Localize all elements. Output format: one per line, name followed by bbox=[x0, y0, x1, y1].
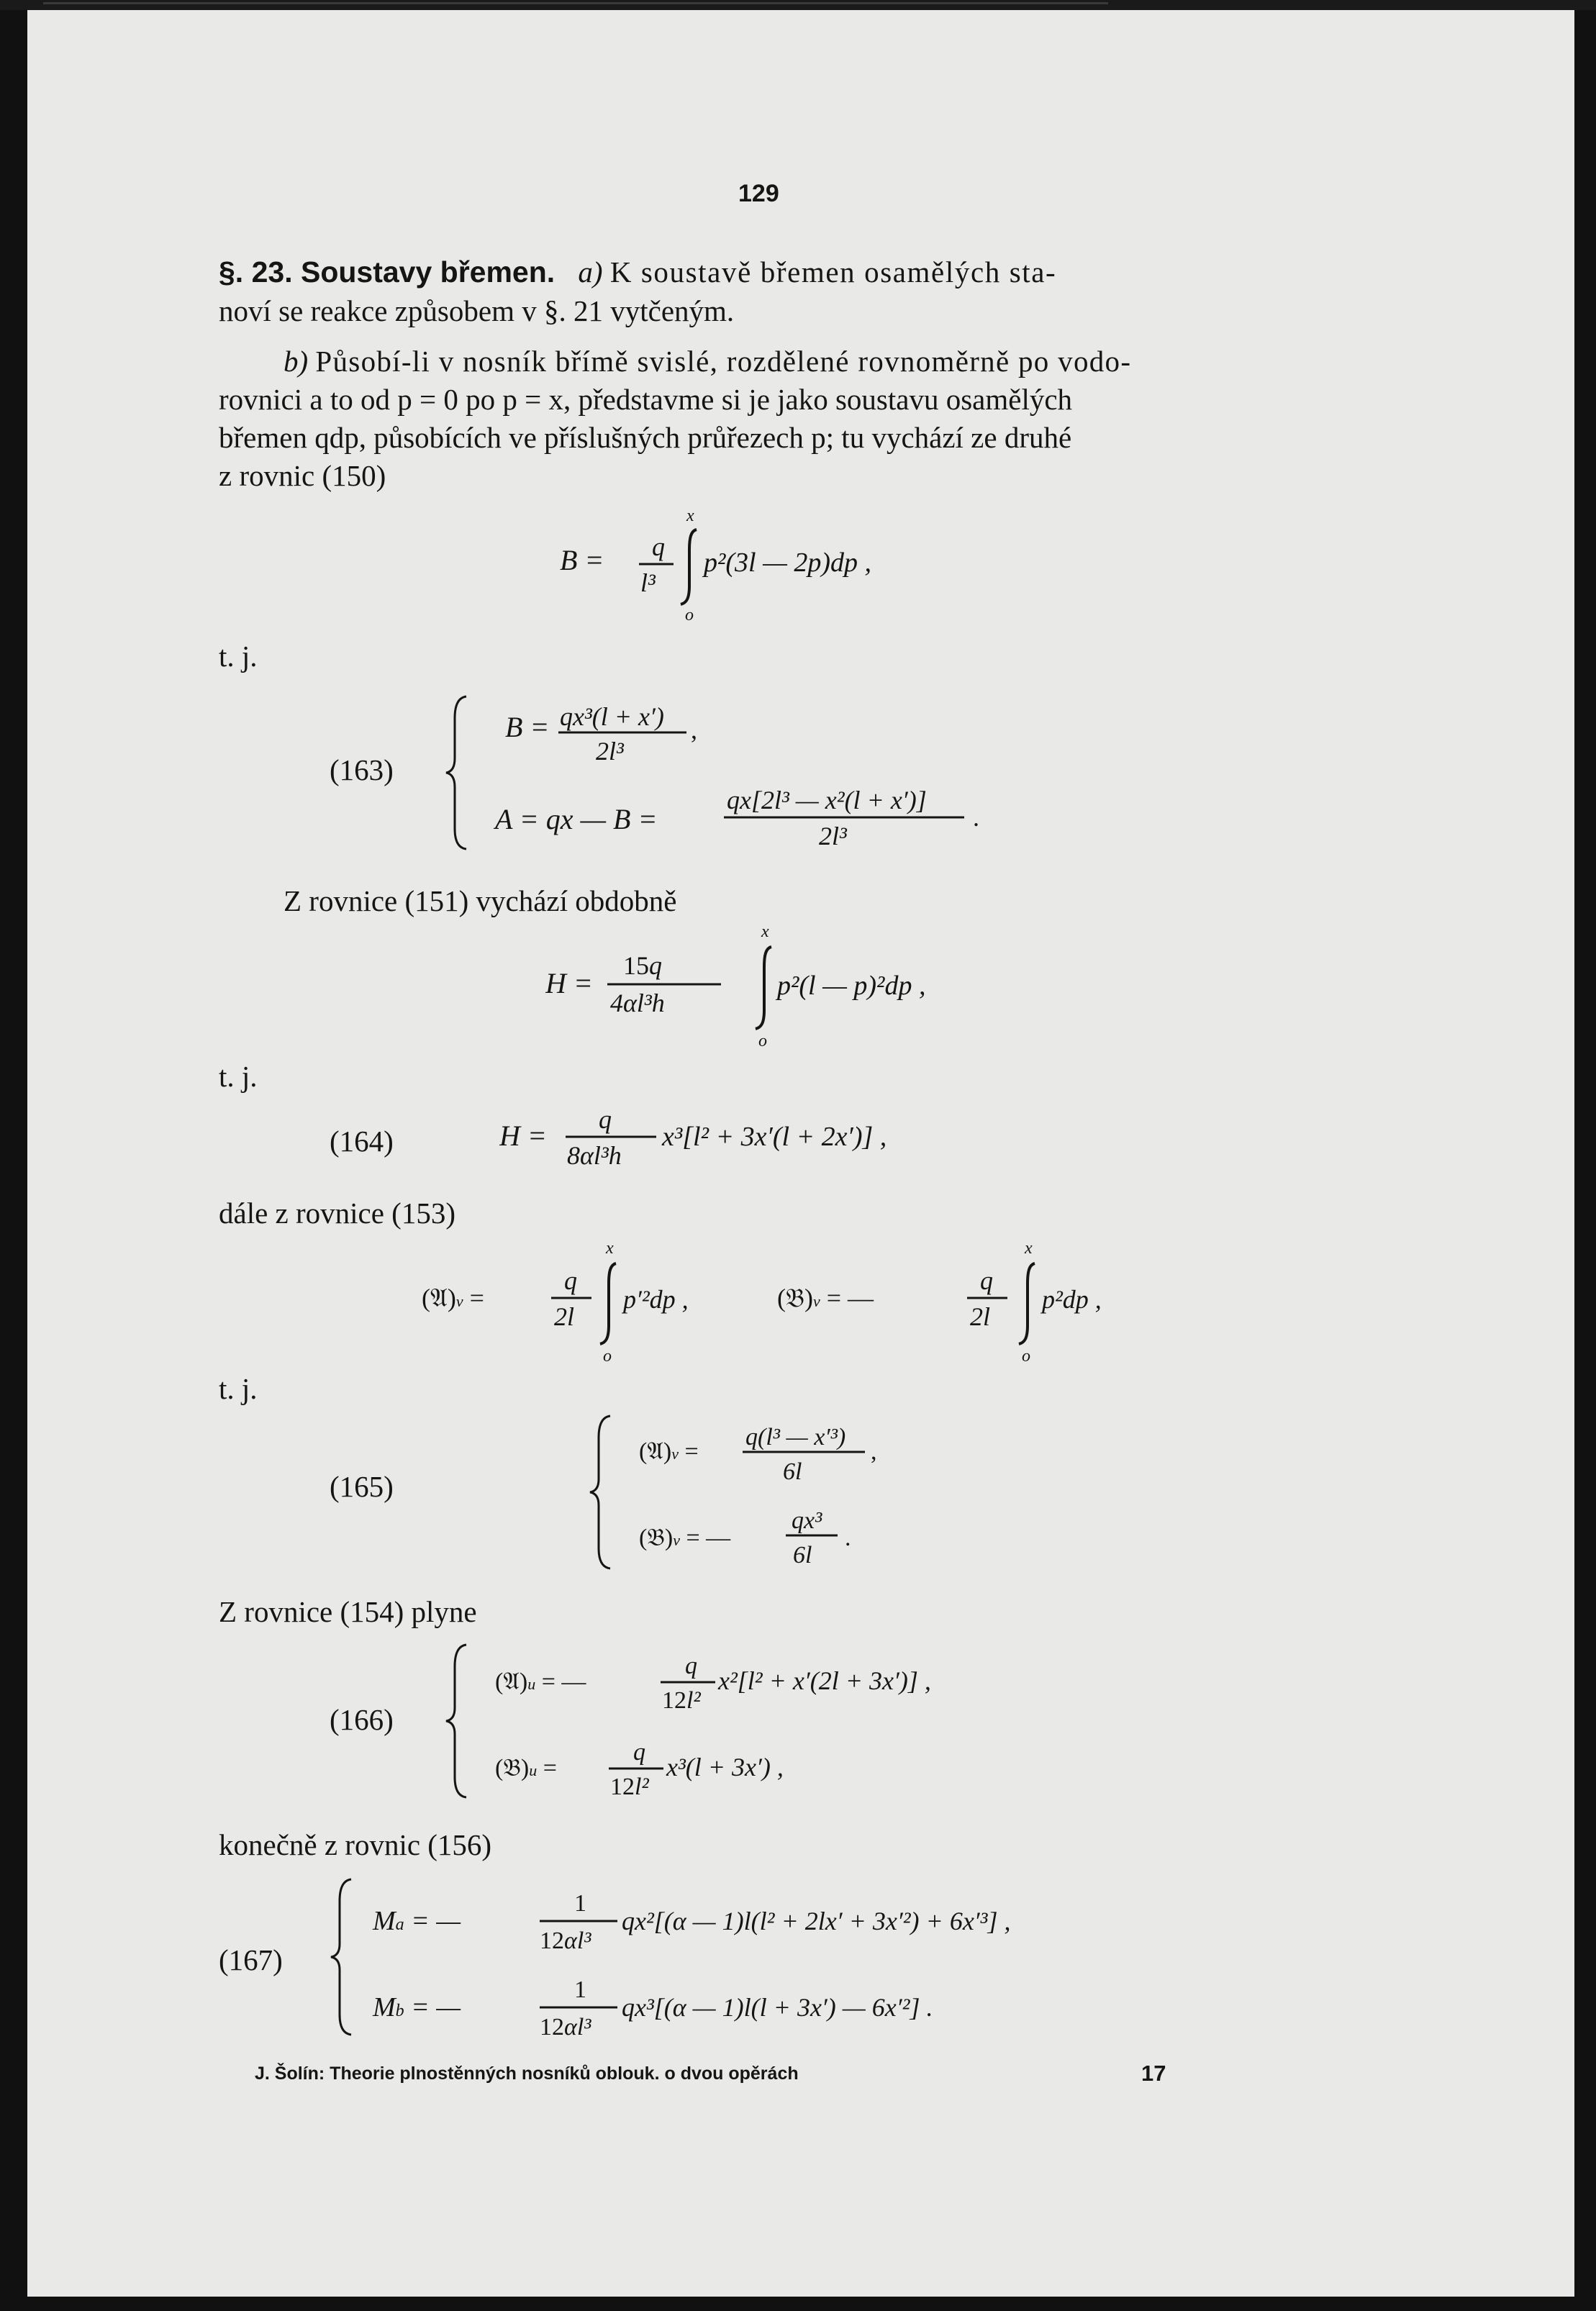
svg-text:12l²: 12l² bbox=[610, 1774, 649, 1800]
svg-text:B =: B = bbox=[505, 711, 550, 743]
label-tj-1: t. j. bbox=[219, 640, 258, 673]
formula-av-bv-integrals bbox=[422, 1238, 1213, 1367]
svg-text:x: x bbox=[686, 507, 694, 525]
formula-text-f1 bbox=[0, 0, 1, 1]
svg-text:p²dp ,: p²dp , bbox=[1042, 1285, 1102, 1314]
footer-sheet-number: 17 bbox=[1141, 2061, 1166, 2086]
svg-text:(𝔄)v =: (𝔄)v = bbox=[422, 1284, 484, 1312]
formula-167 bbox=[330, 1871, 1236, 2043]
svg-text:,: , bbox=[691, 715, 697, 744]
svg-text:x: x bbox=[761, 922, 769, 941]
svg-text:1: 1 bbox=[574, 1890, 586, 1917]
svg-text:q: q bbox=[652, 532, 665, 561]
svg-text:qx³[(α — 1)l(l + 3x′) — 6x′²]: qx³[(α — 1)l(l + 3x′) — 6x′²] . bbox=[622, 1993, 933, 2022]
svg-text:x³(l + 3x′) ,: x³(l + 3x′) , bbox=[666, 1753, 784, 1781]
svg-text:qx[2l³ — x²(l + x′)]: qx[2l³ — x²(l + x′)] bbox=[727, 786, 927, 814]
svg-text:p′²dp ,: p′²dp , bbox=[623, 1285, 689, 1314]
footer-book-title: J. Šolín: Theorie plnostěnných nosníků oblouk. o dvou opěrách bbox=[255, 2063, 799, 2084]
svg-text:q: q bbox=[633, 1739, 645, 1766]
svg-text:12l²: 12l² bbox=[662, 1687, 701, 1714]
item-b-line-2: rovnici a to od p = 0 po p = x, představme si je jako soustavu osamělých bbox=[219, 383, 1073, 416]
item-b-line-4: z rovnic (150) bbox=[219, 459, 386, 492]
label-tj-3: t. j. bbox=[219, 1372, 258, 1405]
svg-text:B =: B = bbox=[560, 544, 604, 576]
svg-text:6l: 6l bbox=[783, 1458, 802, 1485]
svg-text:.: . bbox=[973, 803, 979, 832]
svg-text:qx³: qx³ bbox=[792, 1507, 822, 1534]
svg-text:x³[l² + 3x′(l + 2x′)] ,: x³[l² + 3x′(l + 2x′)] , bbox=[662, 1122, 887, 1152]
svg-text:p²(l — p)²dp ,: p²(l — p)²dp , bbox=[777, 971, 926, 1001]
svg-text:o: o bbox=[603, 1347, 612, 1366]
equation-number-165: (165) bbox=[330, 1470, 394, 1503]
text-from-154: Z rovnice (154) plyne bbox=[219, 1595, 477, 1628]
svg-text:o: o bbox=[758, 1032, 767, 1050]
svg-text:x: x bbox=[1025, 1239, 1033, 1258]
svg-text:6l: 6l bbox=[793, 1542, 812, 1568]
svg-text:1: 1 bbox=[574, 1976, 586, 2003]
svg-text:qx³(l + x′): qx³(l + x′) bbox=[560, 702, 664, 731]
svg-text:q: q bbox=[564, 1266, 577, 1295]
formula-165 bbox=[589, 1409, 992, 1574]
svg-text:x: x bbox=[606, 1239, 614, 1258]
formula-h-integral bbox=[545, 921, 1064, 1050]
svg-text:12αl³: 12αl³ bbox=[540, 1928, 591, 1954]
svg-text:15q: 15q bbox=[623, 951, 662, 980]
svg-text:q: q bbox=[980, 1266, 993, 1295]
svg-text:o: o bbox=[685, 606, 694, 622]
svg-text:q(l³ — x′³): q(l³ — x′³) bbox=[745, 1424, 846, 1450]
section-heading-line bbox=[219, 255, 1057, 289]
svg-text:p²(3l — 2p)dp ,: p²(3l — 2p)dp , bbox=[704, 548, 872, 578]
label-tj-2: t. j. bbox=[219, 1060, 258, 1093]
svg-text:A = qx — B =: A = qx — B = bbox=[495, 803, 658, 835]
item-b-text: Působí-li v nosník břímě svislé, rozdělené rovnoměrně po vodo- bbox=[315, 345, 1132, 378]
svg-text:2l³: 2l³ bbox=[819, 822, 847, 850]
scan-edge-highlight bbox=[43, 2, 1108, 4]
svg-text:q: q bbox=[599, 1105, 612, 1134]
equation-number-166: (166) bbox=[330, 1703, 394, 1736]
svg-text:(𝔄)u = —: (𝔄)u = — bbox=[495, 1668, 586, 1695]
scan-top-edge bbox=[0, 0, 1596, 10]
text-from-156: konečně z rovnic (156) bbox=[219, 1828, 492, 1861]
svg-text:8αl³h: 8αl³h bbox=[567, 1141, 622, 1170]
equation-number-164: (164) bbox=[330, 1125, 394, 1158]
item-b-line-1 bbox=[284, 347, 1131, 376]
svg-text:.: . bbox=[845, 1525, 851, 1551]
item-a-text-2: noví se reakce způsobem v §. 21 vytčeným. bbox=[219, 294, 735, 327]
text-from-151: Z rovnice (151) vychází obdobně bbox=[284, 884, 677, 917]
svg-text:12αl³: 12αl³ bbox=[540, 2014, 591, 2040]
svg-text:qx²[(α — 1)l(l² + 2lx′ + 3x′²): qx²[(α — 1)l(l² + 2lx′ + 3x′²) + 6x′³] , bbox=[622, 1907, 1011, 1935]
formula-166 bbox=[445, 1638, 1107, 1803]
svg-text:x²[l² + x′(2l + 3x′)] ,: x²[l² + x′(2l + 3x′)] , bbox=[718, 1666, 931, 1695]
section-heading: §. 23. Soustavy břemen. bbox=[219, 255, 556, 289]
svg-text:H =: H = bbox=[499, 1120, 547, 1152]
svg-text:(𝔅)u =: (𝔅)u = bbox=[495, 1755, 557, 1781]
svg-text:q: q bbox=[685, 1653, 697, 1679]
formula-164 bbox=[499, 1101, 1089, 1187]
page-number: 129 bbox=[738, 180, 779, 207]
item-a-text: K soustavě břemen osamělých sta- bbox=[609, 255, 1057, 289]
svg-text:,: , bbox=[871, 1438, 877, 1465]
svg-text:2l³: 2l³ bbox=[596, 737, 624, 766]
svg-text:4αl³h: 4αl³h bbox=[610, 989, 665, 1017]
text-from-153: dále z rovnice (153) bbox=[219, 1197, 455, 1230]
svg-text:(𝔅)v = —: (𝔅)v = — bbox=[777, 1284, 874, 1312]
item-a-marker: a) bbox=[578, 255, 603, 289]
equation-number-167: (167) bbox=[219, 1943, 283, 1976]
svg-text:l³: l³ bbox=[640, 568, 656, 597]
svg-text:H =: H = bbox=[545, 967, 593, 999]
book-page bbox=[27, 10, 1574, 2297]
svg-text:(𝔄)v =: (𝔄)v = bbox=[639, 1438, 699, 1465]
svg-text:o: o bbox=[1022, 1347, 1030, 1366]
equation-number-163: (163) bbox=[330, 753, 394, 786]
svg-text:Mb = —: Mb = — bbox=[373, 1992, 461, 2022]
formula-b-integral bbox=[560, 507, 1064, 622]
item-b-marker: b) bbox=[284, 345, 309, 378]
svg-text:2l: 2l bbox=[554, 1302, 575, 1331]
formula-163 bbox=[445, 689, 1092, 855]
svg-text:Ma = —: Ma = — bbox=[373, 1906, 461, 1936]
item-b-line-3: břemen qdp, působících ve příslušných průřezech p; tu vychází ze druhé bbox=[219, 421, 1072, 454]
svg-text:2l: 2l bbox=[970, 1302, 991, 1331]
formula-b-integral-graphic bbox=[560, 507, 1006, 622]
svg-text:(𝔅)v = —: (𝔅)v = — bbox=[639, 1525, 731, 1551]
